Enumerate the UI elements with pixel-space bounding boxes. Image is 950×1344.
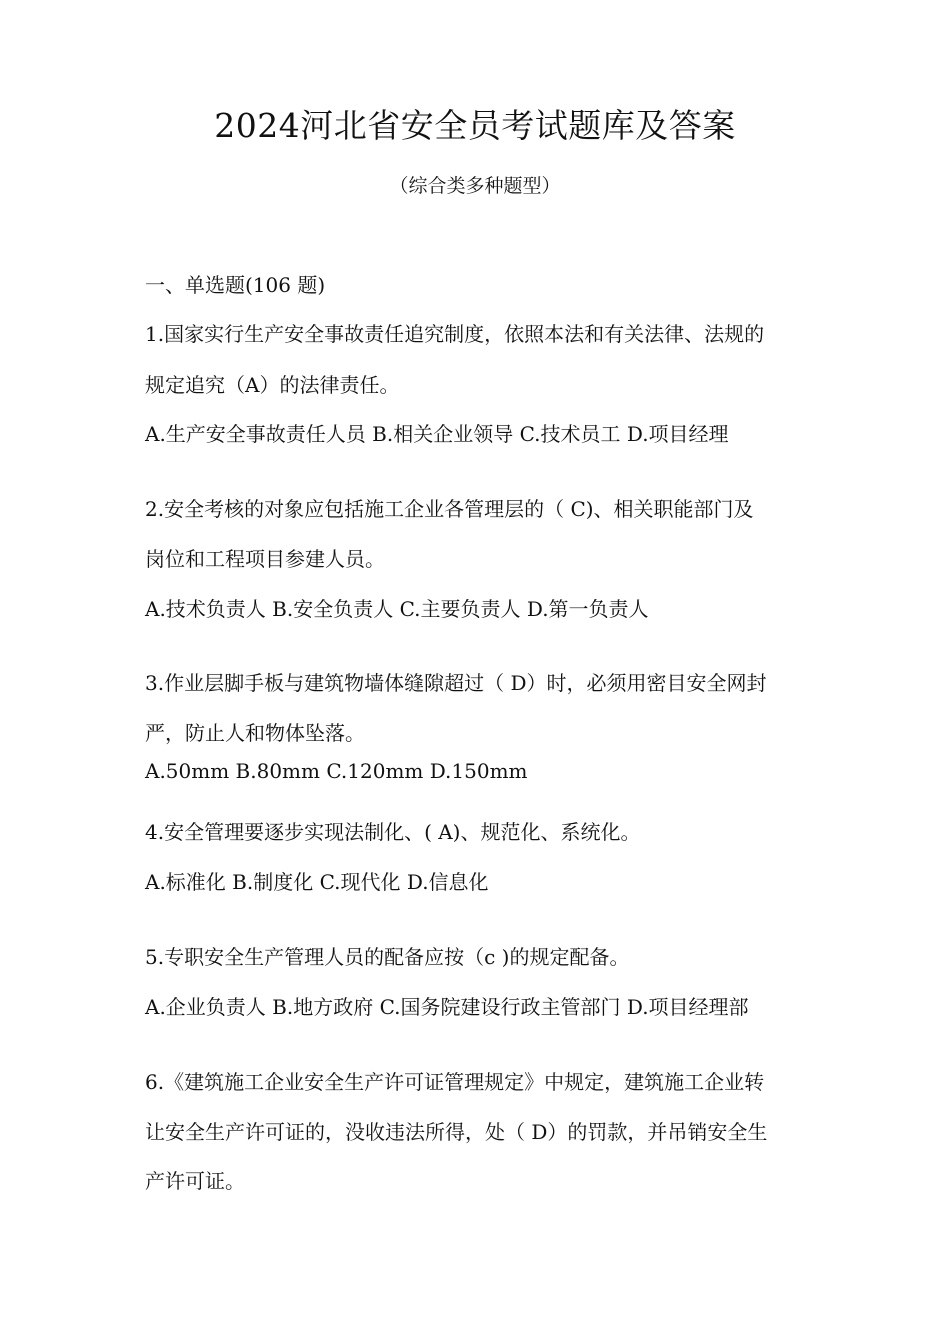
question-2-options: A.技术负责人 B.安全负责人 C.主要负责人 D.第一负责人 (145, 597, 649, 621)
question-4-options: A.标准化 B.制度化 C.现代化 D.信息化 (145, 870, 489, 894)
question-1-line-1: 1.国家实行生产安全事故责任追究制度，依照本法和有关法律、法规的 (145, 322, 765, 346)
section-heading: 一、单选题(106 题) (145, 273, 326, 297)
question-4-line-1: 4.安全管理要逐步实现法制化、( A)、规范化、系统化。 (145, 820, 641, 844)
question-5-line-1: 5.专职安全生产管理人员的配备应按（c )的规定配备。 (145, 945, 630, 969)
question-1-options: A.生产安全事故责任人员 B.相关企业领导 C.技术员工 D.项目经理 (145, 422, 729, 446)
question-6-line-1: 6.《建筑施工企业安全生产许可证管理规定》中规定，建筑施工企业转 (145, 1070, 765, 1094)
question-1-line-2: 规定追究（A）的法律责任。 (145, 373, 400, 397)
question-2-line-1: 2.安全考核的对象应包括施工企业各管理层的（ C)、相关职能部门及 (145, 497, 754, 521)
question-3-line-2: 严，防止人和物体坠落。 (145, 721, 365, 745)
page-subtitle: （综合类多种题型） (389, 175, 561, 197)
question-3-line-1: 3.作业层脚手板与建筑物墙体缝隙超过（ D）时，必须用密目安全网封 (145, 671, 767, 695)
question-6-line-3: 产许可证。 (145, 1169, 245, 1193)
page-title: 2024河北省安全员考试题库及答案 (214, 106, 736, 145)
question-6-line-2: 让安全生产许可证的，没收违法所得，处（ D）的罚款，并吊销安全生 (145, 1120, 768, 1144)
question-2-line-2: 岗位和工程项目参建人员。 (145, 547, 385, 571)
question-5-options: A.企业负责人 B.地方政府 C.国务院建设行政主管部门 D.项目经理部 (145, 995, 749, 1019)
question-3-options: A.50mm B.80mm C.120mm D.150mm (145, 759, 528, 783)
